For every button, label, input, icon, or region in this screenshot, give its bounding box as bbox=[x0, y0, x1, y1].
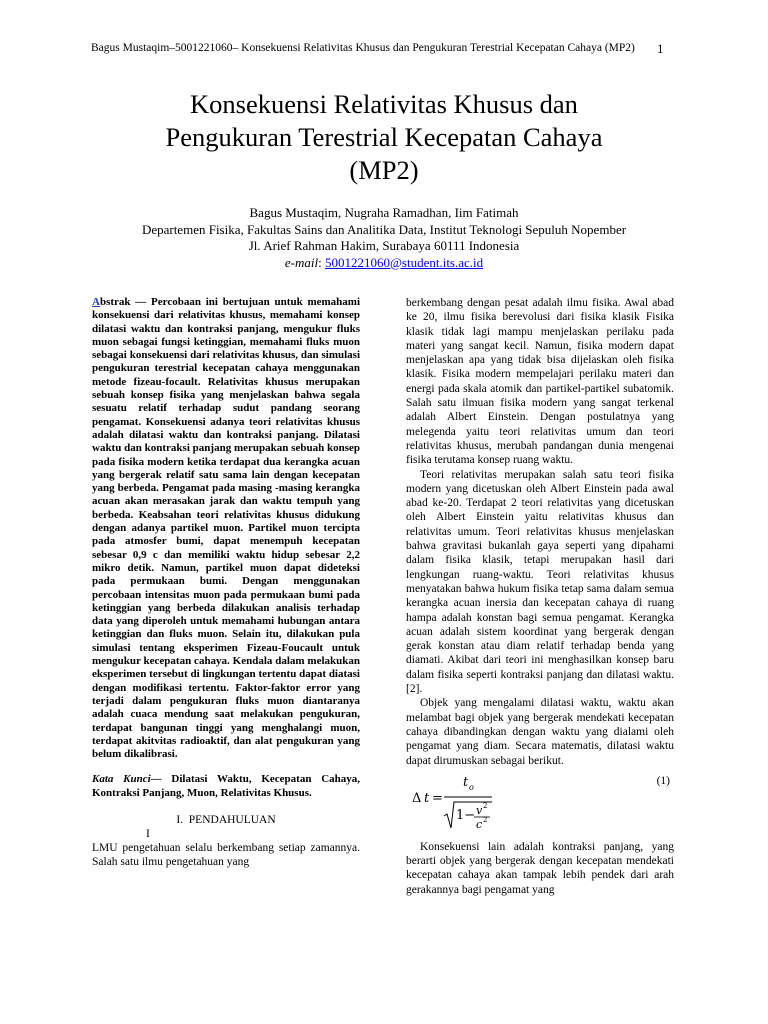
intro-paragraph: LMU pengetahuan selalu berkembang setiap zamannya. Salah satu ilmu pengetahuan yang bbox=[92, 841, 360, 869]
section-drop-letter: I bbox=[146, 827, 150, 840]
eq-sub-o: o bbox=[469, 782, 474, 792]
time-dilation-equation bbox=[406, 772, 674, 834]
running-title: Bagus Mustaqim–5001221060– Konsekuensi Relativitas Khusus dan Pengukuran Terestrial Kecepatan Cahaya (MP2) bbox=[91, 42, 635, 54]
right-column bbox=[406, 296, 674, 897]
author-address: Jl. Arief Rahman Hakim, Surabaya 60111 Indonesia bbox=[248, 238, 520, 253]
email-link[interactable]: 5001221060@student.its.ac.id bbox=[324, 254, 484, 270]
eq-numerator: t bbox=[463, 774, 469, 790]
eq-c: c bbox=[476, 817, 483, 831]
abstract-drop-letter: A bbox=[92, 296, 100, 308]
paper-title bbox=[80, 88, 688, 187]
eq-v: v bbox=[476, 803, 483, 817]
email-label: e-mail bbox=[284, 254, 319, 270]
eq-one-minus: 1− bbox=[456, 807, 476, 823]
author-affiliation: Departemen Fisika, Fakultas Sains dan Analitika Data, Institut Teknologi Sepuluh Nopember bbox=[141, 221, 627, 237]
eq-equals: = bbox=[432, 790, 443, 806]
keywords-label: Kata Kunci bbox=[92, 773, 151, 786]
body-paragraph: Konsekuensi lain adalah kontraksi panjang, yang berarti objek yang bergerak dengan kecepatan mendekati kecepatan cahaya akan tampak lebih pendek dari arah gerakannya bagi pengamat yang bbox=[406, 840, 674, 896]
keywords-text: — Dilatasi Waktu, Kecepatan Cahaya, Kontraksi Panjang, Muon, Relativitas Khusus. bbox=[92, 773, 361, 799]
equation-graphic bbox=[406, 772, 516, 834]
abstract bbox=[92, 296, 360, 761]
body-paragraph: Objek yang mengalami dilatasi waktu, waktu akan melambat bagi objek yang bergerak mendekati kecepatan cahaya dibandingkan dengan waktu yang dialami oleh pengamat yang diam. Secara matematis, dilatasi waktu dapat dirumuskan sebagai berikut. bbox=[406, 697, 674, 767]
page-number: 1 bbox=[657, 41, 664, 56]
body-paragraph: berkembang dengan pesat adalah ilmu fisika. Awal abad ke 20, ilmu fisika berevolusi dari fisika klasik Fisika klasik tidak lagi mampu menjelaskan perilaku pada materi yang sangat kecil. Namun, fisika modern dapat menjelaskan apa yang tidak bisa dijelaskan oleh fisika klasik. Fisika modern mempelajari perilaku materi dan energi pada skala atomik dan partikel-partikel subatomik. Salah satu ilmuan fisika modern yang sangat terkenal adalah Albert Einstein. Dengan postulatnya yang melegenda yaitu teori relativitas umum dan teori relativitas khusus, merubah pandangan dunia mengenai fisika terutama konsep ruang waktu. bbox=[406, 297, 674, 467]
title-line: Konsekuensi Relativitas Khusus dan bbox=[190, 89, 578, 119]
title-line: (MP2) bbox=[349, 155, 419, 185]
eq-t: t bbox=[424, 790, 430, 806]
eq-c-exp: 2 bbox=[483, 815, 488, 824]
eq-delta: Δ bbox=[412, 790, 422, 806]
keywords bbox=[92, 773, 360, 800]
eq-v-exp: 2 bbox=[483, 801, 488, 810]
section-heading: I. PENDAHULUAN bbox=[176, 813, 276, 826]
title-line: Pengukuran Terestrial Kecepatan Cahaya bbox=[165, 122, 603, 152]
author-email-line: e-mail: 5001221060@student.its.ac.id bbox=[284, 254, 484, 270]
author-block bbox=[60, 205, 708, 271]
author-names: Bagus Mustaqim, Nugraha Ramadhan, Iim Fatimah bbox=[249, 205, 519, 220]
left-column bbox=[92, 296, 360, 870]
equation-number: (1) bbox=[656, 774, 670, 787]
running-header bbox=[0, 40, 768, 56]
abstract-text: bstrak — Percobaan ini bertujuan untuk memahami konsekuensi dari relativitas khusus, memahami konsep dilatasi waktu dan kontraksi panjang, mengukur fluks muon sebagai fungsi ketinggian, memahami fluks muon sebagai konsekuensi dari relativitas khusus, dan simulasi pengukuran terestrial kecepatan cahaya menggunakan metode fizeau-focault. Relativitas khusus merupakan sebuah konsep fisika yang menjelaskan bahwa segala sesuatu relatif terhadap sudut pandang seorang pengamat. Konsekuensi adanya teori relativitas khusus adalah dilatasi waktu dan kontraksi panjang. Dilatasi waktu dan kontraksi panjang merupakan sebuah konsep pada fisika modern ketika terdapat dua kerangka acuan yang bergerak relatif satu sama lain dengan kecepatan yang berbeda. Pengamat pada masing -masing kerangka acuan akan merasakan jarak dan waktu tempuh yang berbeda. Keabsahan teori relativitas khusus didukung dengan adanya partikel muon. Partikel muon tercipta pada atmosfer bumi, dapat menempuh kecepatan sebesar 0,9 c dan memiliki waktu hidup sebesar 2,2 mikro detik. Namun, partikel muon dapat dideteksi pada permukaan bumi. Dengan menggunakan percobaan intensitas muon pada permukaan bumi pada ketinggian yang berbeda dilakukan analisis terhadap data yang diperoleh untuk memahami hubungan antara ketinggian dan fluks muon. Selain itu, dilakukan pula simulasi tentang eksperimen Fizeau-Foucault untuk mengukur kecepatan cahaya. Kendala dalam melakukan eksperimen tersebut di lingkungan tertentu dapat diatasi dengan modifikasi tertentu. Faktor-faktor error yang terjadi dalam pengukuran fluks muon diantaranya adalah cuaca mendung saat melakukan pengukuran, terdapat bangunan tinggi yang menghalangi muon, terdapat akitvitas radioaktif, dan alat pengukuran yang belum dikalibrasi. bbox=[92, 296, 360, 761]
body-paragraph: Teori relativitas merupakan salah satu teori fisika modern yang dicetuskan oleh Albert Einstein pada awal abad ke-20. Terdapat 2 teori relativitas yang dicetuskan oleh Albert Einstein yaitu relativitas khusus dan relativitas umum. Teori relativitas khusus menjelaskan bahwa gravitasi bukanlah gaya seperti yang dipahami dalam fisika klasik, tetapi merupakan hasil dari lengkungan ruang-waktu. Teori relativitas khusus menyatakan bahwa hukum fisika tetap sama dalam semua kerangka acuan inersia dan kecepatan cahaya di ruang hampa adalah konstan bagi semua pengamat. Kerangka acuan adalah sistem koordinat yang bergerak dengan gerak konstan atau diam relatif terhadap benda yang diamati. Akibat dari teori ini menghasilkan konsep baru dalam fisika seperti kontraksi panjang dan dilatasi waktu. [2]. bbox=[406, 468, 674, 696]
